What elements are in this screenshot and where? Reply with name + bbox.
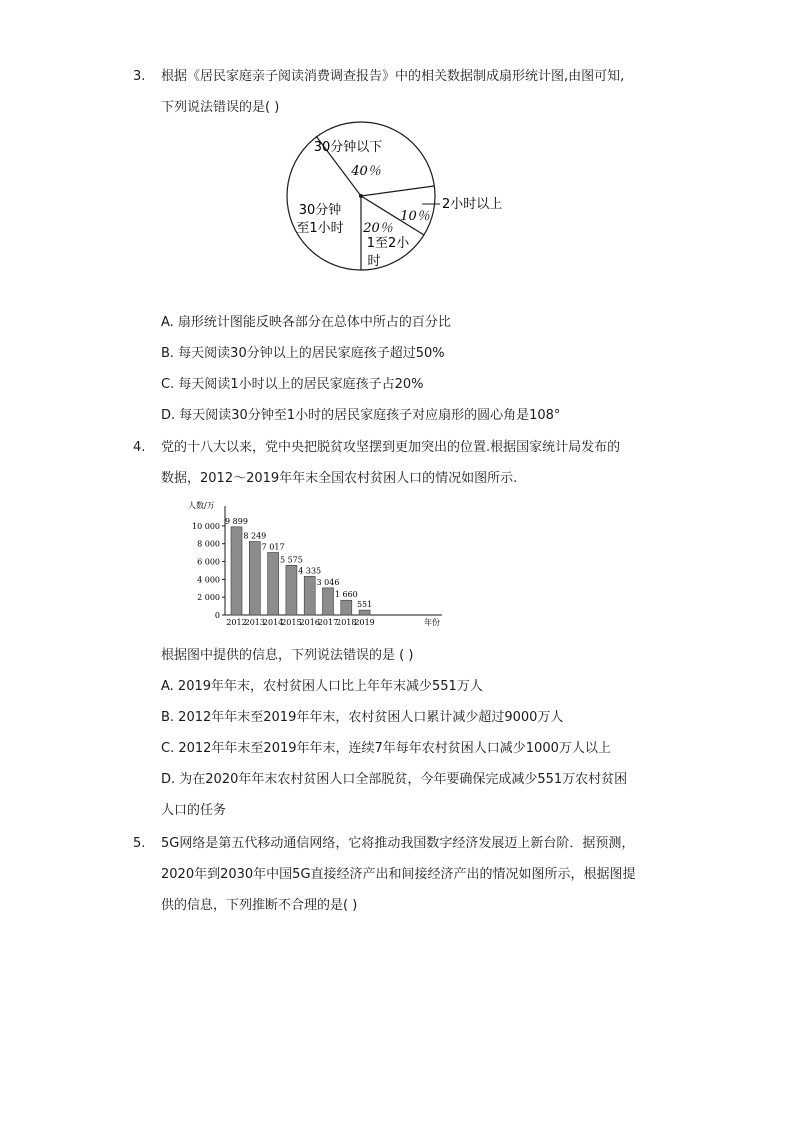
bar-chart-bar	[268, 552, 279, 615]
bar-chart-ytick-label: 0	[214, 611, 220, 620]
bar-chart-bar	[359, 610, 370, 615]
pie-label-c-name-1: 1至2小	[366, 236, 410, 251]
bar-chart-ytick-label: 6 000	[197, 557, 220, 567]
bar-chart-value-label: 1 660	[334, 590, 358, 600]
bar-chart-ylabel: 人数/万	[188, 501, 215, 510]
bar-chart-value-label: 9 899	[225, 516, 248, 526]
bar-chart-bar	[286, 565, 297, 615]
bar-chart-value-label: 8 249	[243, 531, 267, 541]
pie-label-d-name: 2小时以上	[442, 197, 503, 212]
bar-chart-ytick-label: 8 000	[197, 539, 220, 549]
bar-chart-value-label: 7 017	[261, 542, 285, 552]
question-4-option-a: A. 2019年年末，农村贫困人口比上年年末减少551万人	[161, 679, 483, 694]
question-4-option-d: D. 为在2020年年末农村贫困人口全部脱贫，今年要确保完成减少551万农村贫困	[161, 772, 628, 787]
bar-chart-category-label: 2013	[244, 618, 265, 627]
pie-label-c-name-2: 时	[367, 254, 381, 269]
bar-chart-bar	[304, 576, 315, 615]
question-4-number: 4.	[133, 440, 146, 455]
question-4-option-c: C. 2012年年末至2019年年末，连续7年每年农村贫困人口减少1000万人以上	[161, 741, 611, 756]
question-3-option-b: B. 每天阅读30分钟以上的居民家庭孩子超过50%	[161, 346, 445, 361]
bar-chart-category-label: 2014	[262, 618, 284, 627]
bar-chart-bar	[323, 588, 334, 615]
pie-label-a-pct: 40％	[351, 164, 381, 179]
pie-label-a-name: 30分钟以下	[313, 140, 383, 155]
question-3-option-a: A. 扇形统计图能反映各部分在总体中所占的百分比	[161, 315, 451, 330]
pie-chart	[280, 120, 520, 280]
question-4-option-b: B. 2012年年末至2019年年末，农村贫困人口累计减少超过9000万人	[161, 710, 564, 725]
bar-chart-bar	[341, 600, 352, 615]
bar-chart-category-label: 2019	[354, 618, 375, 627]
question-5-line-1: 5G网络是第五代移动通信网络，它将推动我国数字经济发展迈上新台阶．据预测，	[161, 836, 635, 851]
bar-chart-xlabel: 年份	[424, 618, 440, 627]
bar-chart-ytick-label: 2 000	[197, 593, 220, 603]
bar-chart-ytick-label: 4 000	[197, 575, 220, 585]
bar-chart-category-label: 2015	[281, 618, 302, 627]
pie-label-b-name-2: 至1小时	[296, 221, 344, 236]
question-3-option-d: D. 每天阅读30分钟至1小时的居民家庭孩子对应扇形的圆心角是108°	[161, 408, 561, 423]
question-3-option-c: C. 每天阅读1小时以上的居民家庭孩子占20%	[161, 377, 424, 392]
bar-chart-value-label: 5 575	[279, 555, 303, 565]
bar-chart-category-label: 2018	[336, 618, 357, 627]
question-4-option-d-continued: 人口的任务	[161, 803, 227, 818]
bar-chart-value-label: 551	[356, 600, 373, 610]
bar-chart-value-label: 3 046	[316, 577, 340, 587]
bar-chart	[180, 496, 450, 632]
bar-chart-ytick-label: 10 000	[192, 521, 220, 531]
pie-label-d-pct: 10％	[400, 209, 430, 224]
bar-chart-bar	[231, 527, 242, 615]
question-4-line-2: 数据，2012～2019年年末全国农村贫困人口的情况如图所示.	[161, 471, 518, 486]
pie-label-c-pct: 20％	[363, 221, 393, 236]
question-5-number: 5.	[133, 836, 146, 851]
bar-chart-bar	[249, 542, 260, 615]
question-3-line-2: 下列说法错误的是( )	[161, 100, 280, 115]
bar-chart-category-label: 2012	[226, 618, 247, 627]
question-3-number: 3.	[133, 69, 146, 84]
question-4-line-1: 党的十八大以来，党中央把脱贫攻坚摆到更加突出的位置.根据国家统计局发布的	[161, 440, 621, 455]
bar-chart-category-label: 2017	[317, 618, 339, 627]
question-4-after-chart: 根据图中提供的信息，下列说法错误的是 ( )	[161, 648, 414, 663]
pie-label-b-name-1: 30分钟	[298, 203, 342, 218]
bar-chart-value-label: 4 335	[298, 566, 322, 576]
question-3-line-1: 根据《居民家庭亲子阅读消费调查报告》中的相关数据制成扇形统计图,由图可知,	[161, 69, 625, 84]
pie-divider-2	[361, 186, 434, 196]
question-5-line-2: 2020年到2030年中国5G直接经济产出和间接经济产出的情况如图所示，根据图提	[161, 867, 636, 882]
question-5-line-3: 供的信息，下列推断不合理的是( )	[161, 898, 358, 913]
pie-center	[359, 194, 363, 198]
bar-chart-category-label: 2016	[299, 618, 320, 627]
